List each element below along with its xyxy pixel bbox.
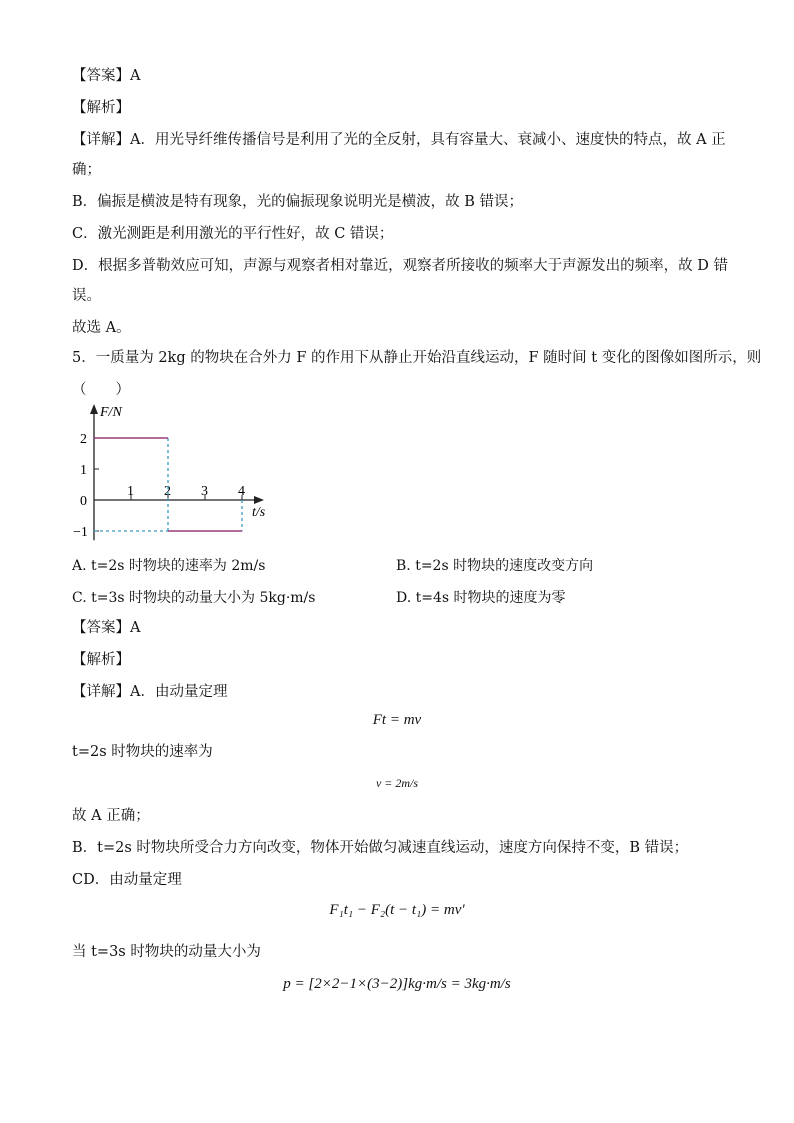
option-a: A. t=2s 时物块的速率为 2m/s [72,558,266,574]
detail-a-line1: 【详解】A．用光导纤维传播信号是利用了光的全反射，具有容量大、衰减小、速度快的特点，故 A 正 [72,132,726,148]
option-d: D. t=4s 时物块的速度为零 [396,590,566,606]
y-tick-label: 1 [80,463,87,478]
y-tick-label: 2 [80,432,87,447]
detail-a-line2: 确； [72,162,101,178]
answer-label-q5: 【答案】A [72,620,141,636]
detail-a-q5: 【详解】A．由动量定理 [72,684,228,700]
detail-b-q5: B．t=2s 时物块所受合力方向改变，物体开始做匀减速直线运动，速度方向保持不变，B 错误； [72,840,689,856]
detail-c: C．激光测距是利用激光的平行性好，故 C 错误； [72,226,394,242]
question5-stem-line1: 5．一质量为 2kg 的物块在合外力 F 的作用下从静止开始沿直线运动，F 随时间 t 变化的图像如图所示，则 [72,350,762,366]
detail-d-line1: D．根据多普勒效应可知，声源与观察者相对靠近，观察者所接收的频率大于声源发出的频率，故 D 错 [72,258,728,274]
y-tick-label: 0 [80,494,87,509]
y-axis-label: F/N [100,405,122,420]
equation-speed: v = 2m/s [375,776,419,790]
x-axis-label: t/s [252,505,266,520]
detail-d-line2: 误。 [72,288,101,304]
x-tick-label: 3 [201,484,208,499]
option-b: B. t=2s 时物块的速度改变方向 [396,558,594,574]
a-correct-text: 故 A 正确； [72,808,150,824]
question5-stem-line2: （ ） [72,382,130,398]
option-c: C. t=3s 时物块的动量大小为 5kg·m/s [72,590,316,606]
t2-speed-text: t=2s 时物块的速率为 [72,744,213,760]
equation-momentum: F₁t₁ − F₂(t − t₁) = mv′ [329,902,465,918]
x-tick-label: 1 [127,484,134,499]
conclusion-q4: 故选 A。 [72,320,131,336]
x-tick-label: 2 [164,484,171,499]
answer-label-q4: 【答案】A [72,68,141,84]
analysis-label-q4: 【解析】 [72,100,130,116]
y-tick-label: −1 [73,525,88,540]
detail-cd-q5: CD．由动量定理 [72,872,182,888]
detail-b: B．偏振是横波是特有现象，光的偏振现象说明光是横波，故 B 错误； [72,194,524,210]
t3-momentum-text: 当 t=3s 时物块的动量大小为 [72,944,261,960]
y-axis-arrow [90,404,98,414]
x-tick-label: 4 [238,484,245,499]
equation-impulse: Ft = mv [372,712,422,728]
equation-momentum-value: p = [2×2−1×(3−2)]kg·m/s = 3kg·m/s [283,976,511,992]
x-axis-arrow [254,496,264,504]
force-time-graph [72,400,282,550]
analysis-label-q5: 【解析】 [72,652,130,668]
